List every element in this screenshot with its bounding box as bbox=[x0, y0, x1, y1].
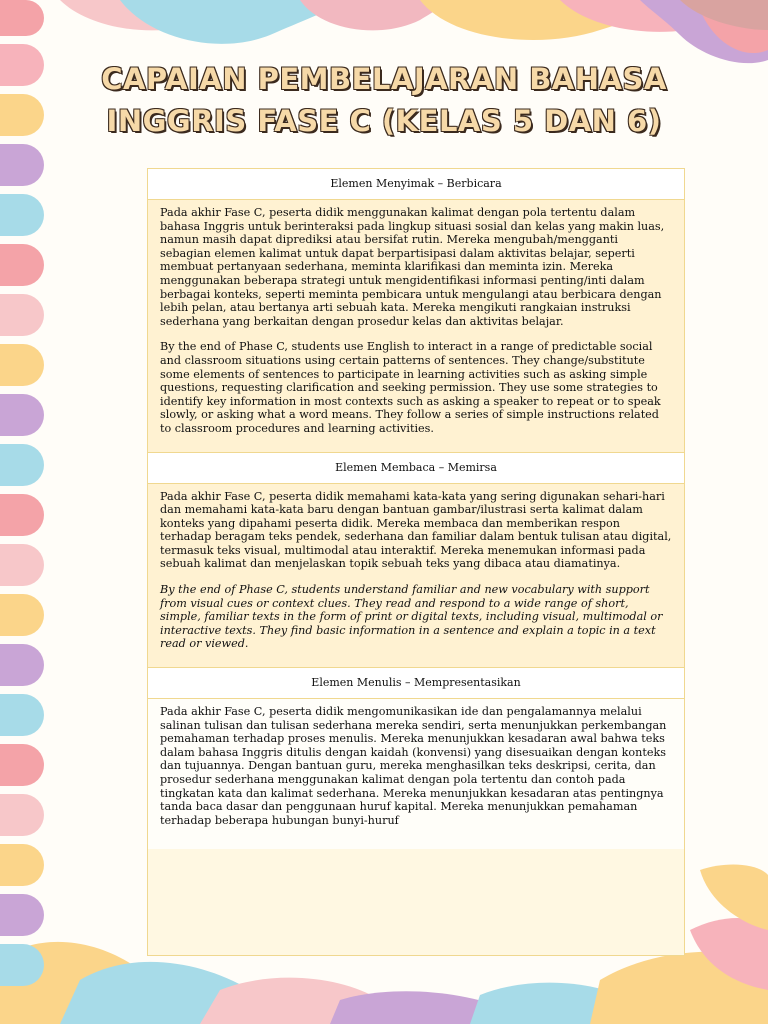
page-title bbox=[60, 58, 708, 142]
section-heading-reading-viewing: Elemen Membaca – Memirsa bbox=[148, 452, 684, 484]
paragraph-english: By the end of Phase C, students use English to interact in a range of predictable social and classroom situations using certain patterns of sentences. They change/substitute some elements of sentences to participate in learning activities such as asking simple questions, requesting clarification and seeking permission. They use some strategies to identify key information in most contexts such as asking a speaker to repeat or to speak slowly, or asking what a word means. They follow a series of simple instructions related to classroom procedures and learning activities. bbox=[160, 340, 661, 435]
section-body-reading-viewing bbox=[148, 484, 684, 668]
title-line-1: CAPAIAN PEMBELAJARAN BAHASA bbox=[101, 62, 667, 96]
paragraph-indonesian: Pada akhir Fase C, peserta didik memahami kata-kata yang sering digunakan sehari-hari dan memahami kata-kata baru dengan bantuan gambar/ilustrasi serta kalimat dalam konteks yang dipahami peserta didik. Mereka membaca dan memberikan respon terhadap beragam teks pendek, sederhana dan familiar dalam bentuk tulisan atau digital, termasuk teks visual, multimodal atau interaktif. Mereka menemukan informasi pada sebuah kalimat dan menjelaskan topik sebuah teks yang dibaca atau diamatinya. bbox=[160, 489, 672, 571]
section-body-writing-presenting bbox=[148, 699, 684, 849]
paragraph-english: By the end of Phase C, students understand familiar and new vocabulary with support from visual cues or context clues. They read and respond to a wide range of short, simple, familiar texts in the form of print or digital texts, including visual, multimodal or interactive texts. They find basic information in a sentence and explain a topic in a text read or viewed. bbox=[160, 583, 663, 651]
paragraph-indonesian: Pada akhir Fase C, peserta didik menggunakan kalimat dengan pola tertentu dalam bahasa Inggris untuk berinteraksi pada lingkup situasi sosial dan kelas yang makin luas, namun masih dapat diprediksi atau bersifat rutin. Mereka mengubah/mengganti sebagian elemen kalimat untuk dapat berpartisipasi dalam aktivitas belajar, seperti membuat pertanyaan sederhana, meminta klarifikasi dan meminta izin. Mereka menggunakan beberapa strategi untuk mengidentifikasi informasi penting/inti dalam berbagai konteks, seperti meminta pembicara untuk mengulangi atau berbicara dengan lebih pelan, atau bertanya arti sebuah kata. Mereka mengikuti rangkaian instruksi sederhana yang berkaitan dengan prosedur kelas dan aktivitas belajar. bbox=[160, 206, 665, 328]
section-heading-listening-speaking: Elemen Menyimak – Berbicara bbox=[148, 169, 684, 200]
section-heading-writing-presenting: Elemen Menulis – Mempresentasikan bbox=[148, 667, 684, 699]
title-line-2: INGGRIS FASE C (KELAS 5 DAN 6) bbox=[106, 104, 662, 138]
paragraph-indonesian: Pada akhir Fase C, peserta didik mengomunikasikan ide dan pengalamannya melalui salinan tulisan dan tulisan sederhana mereka sendiri, serta menunjukkan perkembangan pemahaman terhadap proses menulis. Mereka menunjukkan kesadaran awal bahwa teks dalam bahasa Inggris ditulis dengan kaidah (konvensi) yang disesuaikan dengan konteks dan tujuannya. Dengan bantuan guru, mereka menghasilkan teks deskripsi, cerita, dan prosedur sederhana menggunakan kalimat dengan pola tertentu dan contoh pada tingkatan kata dan kalimat sederhana. Mereka menunjukkan kesadaran atas pentingnya tanda baca dasar dan penggunaan huruf kapital. Mereka menunjukkan pemahaman terhadap beberapa hubungan bunyi-huruf bbox=[160, 705, 667, 827]
section-body-listening-speaking bbox=[148, 200, 684, 452]
learning-outcomes-table bbox=[147, 168, 685, 956]
